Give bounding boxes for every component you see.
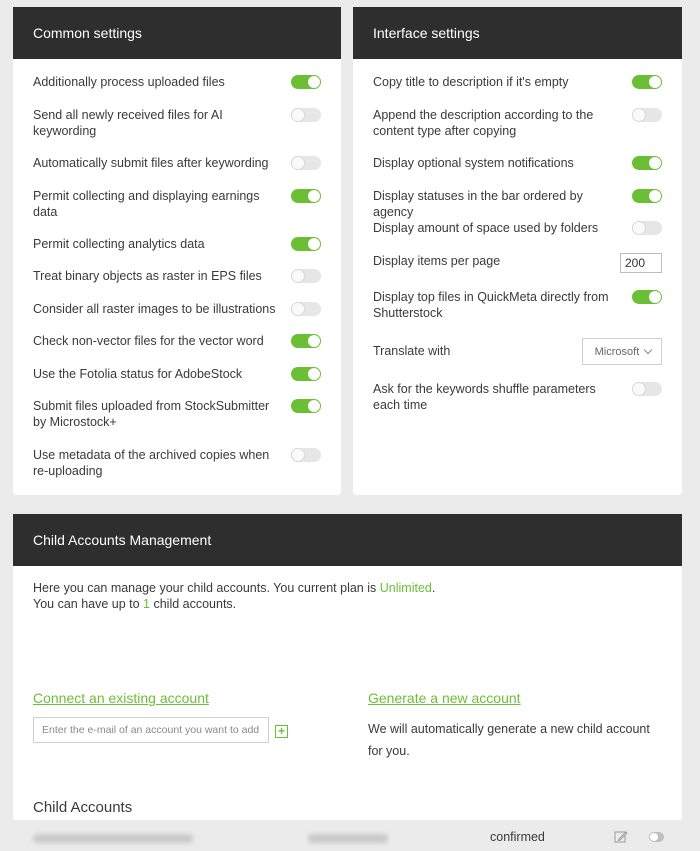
setting-row-submit-files-uploaded-from-stocksubmitte	[33, 398, 321, 430]
toggle-check-non-vector-files-for-the-vector-wo[interactable]	[291, 334, 321, 348]
setting-label: Display statuses in the bar ordered by agency	[373, 189, 583, 219]
toggle-treat-binary-objects-as-raster-in-eps-fi[interactable]	[291, 269, 321, 283]
setting-row-check-non-vector-files-for-the-vector-wo	[33, 333, 321, 349]
toggle-knob	[633, 383, 645, 395]
setting-row-append-the-description-according-to-the-	[373, 107, 662, 139]
toggle-append-the-description-according-to-the-[interactable]	[632, 108, 662, 122]
setting-label: Treat binary objects as raster in EPS files	[33, 269, 262, 283]
limit-count: 1	[143, 597, 150, 611]
setting-label: Ask for the keywords shuffle parameters each time	[373, 382, 596, 412]
items-per-page-input[interactable]	[620, 253, 662, 273]
toggle-display-top-files-in-quickmeta-directly-[interactable]	[632, 290, 662, 304]
toggle-knob	[308, 400, 320, 412]
setting-label: Display items per page	[373, 254, 501, 268]
setting-row-display-optional-system-notifications	[373, 155, 662, 171]
toggle-submit-files-uploaded-from-stocksubmitte[interactable]	[291, 399, 321, 413]
setting-label: Additionally process uploaded files	[33, 75, 225, 89]
setting-row-copy-title-to-description-if-it-s-empty	[373, 74, 662, 90]
setting-row-display-statuses-in-the-bar-ordered-by-a	[373, 188, 662, 220]
chevron-down-icon	[644, 346, 652, 354]
plan-info	[33, 580, 435, 612]
toggle-knob	[292, 109, 304, 121]
setting-row-send-all-newly-received-files-for-ai-key	[33, 107, 321, 139]
toggle-knob	[292, 157, 304, 169]
common-settings-panel	[13, 7, 341, 495]
setting-row-translate-with	[373, 343, 662, 365]
toggle-knob	[292, 449, 304, 461]
limit-text: You can have up to	[33, 597, 144, 611]
setting-label: Submit files uploaded from StockSubmitter by Microstock+	[33, 399, 270, 429]
setting-label: Display top files in QuickMeta directly from Shutterstock	[373, 290, 609, 320]
setting-row-additionally-process-uploaded-files	[33, 74, 321, 90]
setting-row-display-items-per-page	[373, 253, 662, 273]
toggle-knob	[649, 190, 661, 202]
toggle-permit-collecting-and-displaying-earning[interactable]	[291, 189, 321, 203]
toggle-automatically-submit-files-after-keyword[interactable]	[291, 156, 321, 170]
plan-intro-suffix: .	[431, 581, 436, 595]
setting-label: Permit collecting and displaying earnings data	[33, 189, 260, 219]
translate-select[interactable]	[582, 338, 662, 365]
connect-account-link[interactable]: Connect an existing account	[33, 690, 209, 706]
setting-label: Append the description according to the content type after copying	[373, 108, 594, 138]
translate-select-value: Microsoft	[594, 345, 640, 358]
toggle-display-optional-system-notifications[interactable]	[632, 156, 662, 170]
toggle-knob	[308, 238, 320, 250]
setting-label: Check non-vector files for the vector word	[33, 334, 264, 348]
interface-settings-panel	[353, 7, 682, 495]
setting-label: Display amount of space used by folders	[373, 221, 599, 235]
interface-settings-title: Interface settings	[353, 7, 682, 59]
setting-row-permit-collecting-analytics-data	[33, 236, 321, 252]
generate-description: We will automatically generate a new child account for you.	[368, 722, 650, 758]
toggle-knob	[649, 157, 661, 169]
toggle-display-amount-of-space-used-by-folders[interactable]	[632, 221, 662, 235]
toggle-copy-title-to-description-if-it-s-empty[interactable]	[632, 75, 662, 89]
toggle-knob	[649, 291, 661, 303]
edit-icon[interactable]	[614, 830, 628, 844]
setting-label: Translate with	[373, 344, 451, 358]
account-toggle[interactable]	[649, 832, 664, 842]
toggle-knob	[292, 270, 304, 282]
redacted-email	[33, 834, 193, 843]
setting-label: Consider all raster images to be illustrations	[33, 302, 276, 316]
toggle-additionally-process-uploaded-files[interactable]	[291, 75, 321, 89]
setting-label: Use metadata of the archived copies when re-uploading	[33, 448, 270, 478]
setting-label: Display optional system notifications	[373, 156, 574, 170]
toggle-use-metadata-of-the-archived-copies-when[interactable]	[291, 448, 321, 462]
setting-row-ask-for-the-keywords-shuffle-parameters-	[373, 381, 662, 413]
toggle-knob	[292, 303, 304, 315]
setting-row-treat-binary-objects-as-raster-in-eps-fi	[33, 268, 321, 284]
setting-row-automatically-submit-files-after-keyword	[33, 155, 321, 171]
limit-suffix: child accounts.	[150, 597, 237, 611]
child-accounts-panel	[13, 514, 682, 844]
plan-name: Unlimited	[379, 581, 432, 595]
setting-label: Permit collecting analytics data	[33, 237, 205, 251]
setting-row-permit-collecting-and-displaying-earning	[33, 188, 321, 220]
toggle-knob	[633, 109, 645, 121]
generate-account-link[interactable]: Generate a new account	[368, 690, 521, 706]
setting-row-consider-all-raster-images-to-be-illustr	[33, 301, 321, 317]
toggle-send-all-newly-received-files-for-ai-key[interactable]	[291, 108, 321, 122]
redacted-date	[308, 834, 388, 843]
common-settings-title: Common settings	[13, 7, 341, 59]
toggle-knob	[649, 76, 661, 88]
plan-intro-text: Here you can manage your child accounts. You current plan is	[33, 581, 380, 595]
toggle-display-statuses-in-the-bar-ordered-by-a[interactable]	[632, 189, 662, 203]
toggle-ask-for-the-keywords-shuffle-parameters-[interactable]	[632, 382, 662, 396]
toggle-knob	[308, 76, 320, 88]
setting-row-display-amount-of-space-used-by-folders	[373, 220, 662, 236]
toggle-knob	[308, 190, 320, 202]
toggle-knob	[650, 833, 658, 841]
setting-row-use-the-fotolia-status-for-adobestock	[33, 366, 321, 382]
toggle-knob	[308, 368, 320, 380]
toggle-permit-collecting-analytics-data[interactable]	[291, 237, 321, 251]
toggle-consider-all-raster-images-to-be-illustr[interactable]	[291, 302, 321, 316]
toggle-knob	[308, 335, 320, 347]
toggle-knob	[633, 222, 645, 234]
child-accounts-title: Child Accounts Management	[13, 514, 682, 566]
child-accounts-list-title: Child Accounts	[33, 799, 133, 816]
table-row	[13, 825, 682, 851]
setting-label: Copy title to description if it's empty	[373, 75, 569, 89]
setting-label: Send all newly received files for AI keywording	[33, 108, 223, 138]
setting-row-use-metadata-of-the-archived-copies-when	[33, 447, 321, 479]
toggle-use-the-fotolia-status-for-adobestock[interactable]	[291, 367, 321, 381]
email-input[interactable]	[33, 717, 269, 743]
plus-square-icon[interactable]: +	[275, 725, 288, 738]
setting-label: Use the Fotolia status for AdobeStock	[33, 367, 243, 381]
setting-label: Automatically submit files after keywording	[33, 156, 269, 170]
account-status: confirmed	[490, 830, 545, 844]
setting-row-display-top-files-in-quickmeta-directly-	[373, 289, 662, 321]
